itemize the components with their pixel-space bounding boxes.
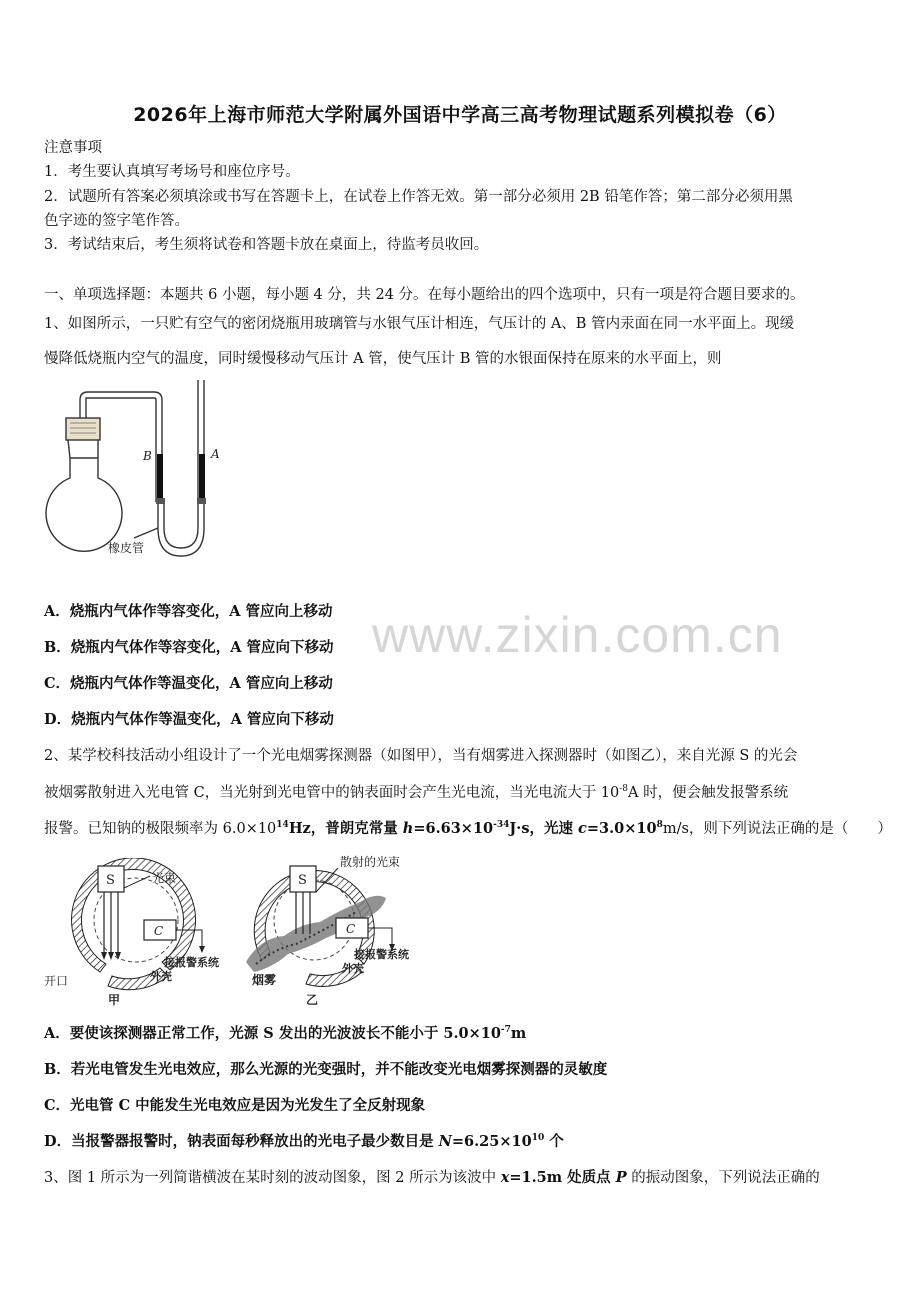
q2-figure-yi	[236, 852, 436, 1008]
q3-stem-line: 3、图 1 所示为一列简谐横波在某时刻的波动图象，图 2 所示为该波中 x=1.5m 处质点 P 的振动图象，下列说法正确的	[44, 1169, 820, 1186]
q1-stem-line: 1、如图所示，一只贮有空气的密闭烧瓶用玻璃管与水银气压计相连，气压计的 A、B 管内汞面在同一水平面上。现缓	[44, 316, 795, 332]
notice-item: 3．考试结束后，考生须将试卷和答题卡放在桌面上，待监考员收回。	[44, 237, 489, 253]
yi-label-alarm: 接报警系统	[354, 948, 409, 961]
jia-label-opening: 开口	[44, 974, 69, 988]
q1-fig-label-b: B	[143, 449, 152, 463]
q1-option-c: C．烧瓶内气体作等温变化，A 管应向上移动	[44, 675, 333, 692]
notice-item: 1．考生要认真填写考场号和座位序号。	[44, 164, 300, 180]
notice-item: 色字迹的签字笔作答。	[44, 213, 189, 229]
q1-fig-label-tube: 橡皮管	[108, 541, 145, 555]
q2-option-c: C．光电管 C 中能发生光电效应是因为光发生了全反射现象	[44, 1097, 426, 1114]
yi-label-c: C	[346, 922, 356, 936]
q2-figure-jia	[40, 858, 240, 1008]
yi-label-smoke: 烟雾	[252, 973, 277, 987]
q1-stem-line: 慢降低烧瓶内空气的温度，同时缓慢移动气压计 A 管，使气压计 B 管的水银面保持在原来的水平面上，则	[44, 351, 722, 367]
watermark: www.zixin.com.cn	[372, 607, 783, 663]
jia-label-alarm: 接报警系统	[164, 956, 219, 969]
q1-option-a: A．烧瓶内气体作等容变化，A 管应向上移动	[44, 603, 333, 620]
section-header: 一、单项选择题：本题共 6 小题，每小题 4 分，共 24 分。在每小题给出的四个选项中，只有一项是符合题目要求的。	[44, 287, 805, 303]
notice-header: 注意事项	[44, 140, 102, 156]
q2-stem-line: 被烟雾散射进入光电管 C，当光射到光电管中的钠表面时会产生光电流，当光电流大于 $10^{-8}A$ 时，便会触发报警系统	[44, 784, 789, 801]
yi-label-s: S	[298, 873, 307, 888]
notice-item: 2．试题所有答案必须填涂或书写在答题卡上，在试卷上作答无效。第一部分必须用 2B 铅笔作答；第二部分必须用黑	[44, 189, 793, 205]
jia-label-beam: 光束	[152, 871, 177, 885]
jia-label-shell: 外壳	[150, 970, 172, 983]
q2-stem-line: 报警。已知钠的极限频率为 $6.0\times 10^{14}Hz$，普朗克常量 $h=6.63\times 10^{-34}J\cdot s$，光速 $c=3.0\times 10^8m/s$，则下列说法正确的是（ ）	[44, 820, 892, 837]
jia-label-s: S	[106, 873, 115, 888]
q2-option-b: B．若光电管发生光电效应，那么光源的光变强时，并不能改变光电烟雾探测器的灵敏度	[44, 1061, 608, 1078]
yi-label-scattered: 散射的光束	[340, 855, 401, 869]
jia-caption: 甲	[108, 993, 121, 1007]
q1-option-d: D．烧瓶内气体作等温变化，A 管应向下移动	[44, 711, 334, 728]
q1-fig-label-a: A	[211, 447, 220, 461]
q2-option-a: A．要使该探测器正常工作，光源 S 发出的光波波长不能小于 $5.0\times 10^{-7}m$	[44, 1025, 527, 1042]
q1-flask-manometer-figure	[40, 378, 240, 578]
yi-label-shell: 外壳	[342, 962, 364, 975]
q2-stem-line: 2、某学校科技活动小组设计了一个光电烟雾探测器（如图甲），当有烟雾进入探测器时（如图乙），来自光源 S 的光会	[44, 748, 798, 764]
q2-option-d: D．当报警器报警时，钠表面每秒释放出的光电子最少数目是 $N=6.25\times 10^{10}$ 个	[44, 1133, 564, 1150]
document-title: 2026年上海市师范大学附属外国语中学高三高考物理试题系列模拟卷（6）	[133, 104, 787, 126]
jia-label-c: C	[154, 924, 164, 938]
yi-caption: 乙	[306, 993, 319, 1007]
q1-option-b: B．烧瓶内气体作等容变化，A 管应向下移动	[44, 639, 334, 656]
